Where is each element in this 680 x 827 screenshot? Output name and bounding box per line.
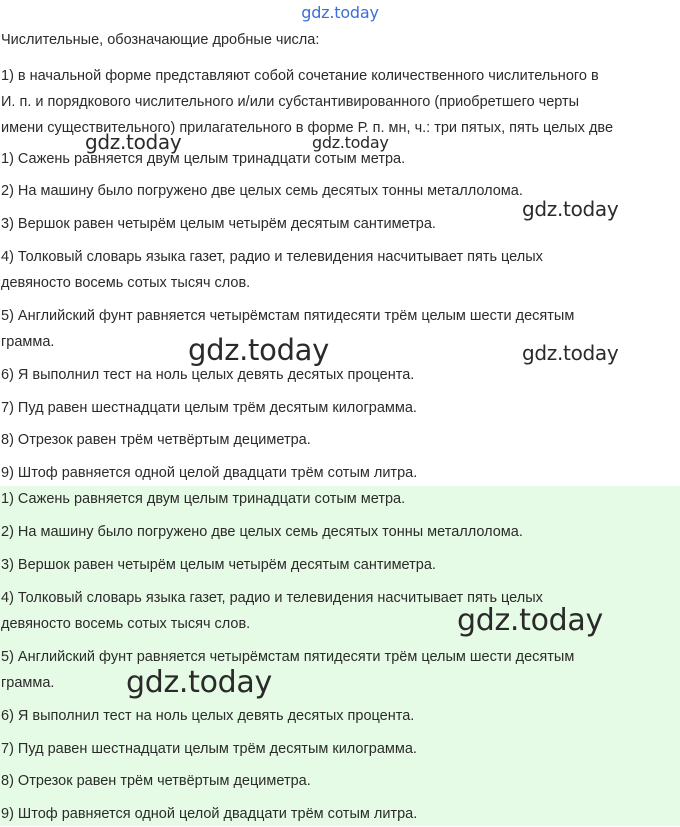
sentence-line: девяносто восемь сотых тысяч слов. [1,275,251,291]
answer-sentence-3 [1,552,436,578]
sentence-9 [1,460,417,486]
answer-line: 4) Толковый словарь языка газет, радио и телевидения насчитывает пять целых [1,590,543,606]
sentence-line: 6) Я выполнил тест на ноль целых девять десятых процента. [1,367,415,383]
sentence-8 [1,427,311,453]
page-heading: Числительные, обозначающие дробные числа: [1,32,320,48]
watermark: gdz.today [85,130,182,154]
answer-sentence-7 [1,736,417,762]
answer-line: 2) На машину было погружено две целых семь десятых тонны металлолома. [1,524,523,540]
answer-line: грамма. [1,675,55,691]
sentence-line: 1) Сажень равняется двум целым тринадцати сотым метра. [1,151,406,167]
sentence-line: грамма. [1,334,55,350]
definition-line: И. п. и порядкового числительного и/или субстантивированного (приобретшего черты [1,94,580,110]
answer-line: девяносто восемь сотых тысяч слов. [1,616,251,632]
watermark: gdz.today [312,133,389,152]
answer-line: 1) Сажень равняется двум целым тринадцати сотым метра. [1,491,406,507]
answer-block [0,486,680,826]
answer-sentence-9 [1,801,417,827]
sentence-line: 3) Вершок равен четырём целым четырём десятым сантиметра. [1,216,436,232]
watermark: gdz.today [522,341,619,365]
sentence-line: 7) Пуд равен шестнадцати целым трём десятым килограмма. [1,400,417,416]
answer-line: 3) Вершок равен четырём целым четырём десятым сантиметра. [1,557,436,573]
watermark: gdz.today [126,665,272,700]
sentence-line: 9) Штоф равняется одной целой двадцати трём сотым литра. [1,465,418,481]
sentence-line: 5) Английский фунт равняется четырёмстам пятидесяти трём целым шести десятым [1,308,575,324]
answer-line: 8) Отрезок равен трём четвёртым дециметра. [1,773,311,789]
answer-line: 6) Я выполнил тест на ноль целых девять десятых процента. [1,708,415,724]
sentence-3 [1,211,436,237]
sentence-line: 8) Отрезок равен трём четвёртым дециметра. [1,432,311,448]
watermark: gdz.today [457,603,603,638]
answer-sentence-2 [1,519,523,545]
answer-sentence-5 [1,644,574,696]
definition-line: имени существительного) прилагательного в форме Р. п. мн, ч.: три пятых, пять целых две [1,120,614,136]
sentence-2 [1,178,523,204]
answer-sentence-8 [1,768,311,794]
answer-sentence-6 [1,703,414,729]
watermark: gdz.today [522,197,619,221]
sentence-4 [1,244,543,296]
answer-line: 7) Пуд равен шестнадцати целым трём десятым килограмма. [1,741,417,757]
sentence-7 [1,395,417,421]
watermark: gdz.today [188,333,330,367]
site-logo[interactable]: gdz.today [301,3,379,22]
sentence-line: 2) На машину было погружено две целых семь десятых тонны металлолома. [1,183,523,199]
answer-line: 5) Английский фунт равняется четырёмстам пятидесяти трём целым шести десятым [1,649,575,665]
definition-line: 1) в начальной форме представляют собой сочетание количественного числительного в [1,68,599,84]
answer-line: 9) Штоф равняется одной целой двадцати трём сотым литра. [1,806,418,822]
sentence-line: 4) Толковый словарь языка газет, радио и телевидения насчитывает пять целых [1,249,543,265]
answer-sentence-1 [1,486,405,512]
